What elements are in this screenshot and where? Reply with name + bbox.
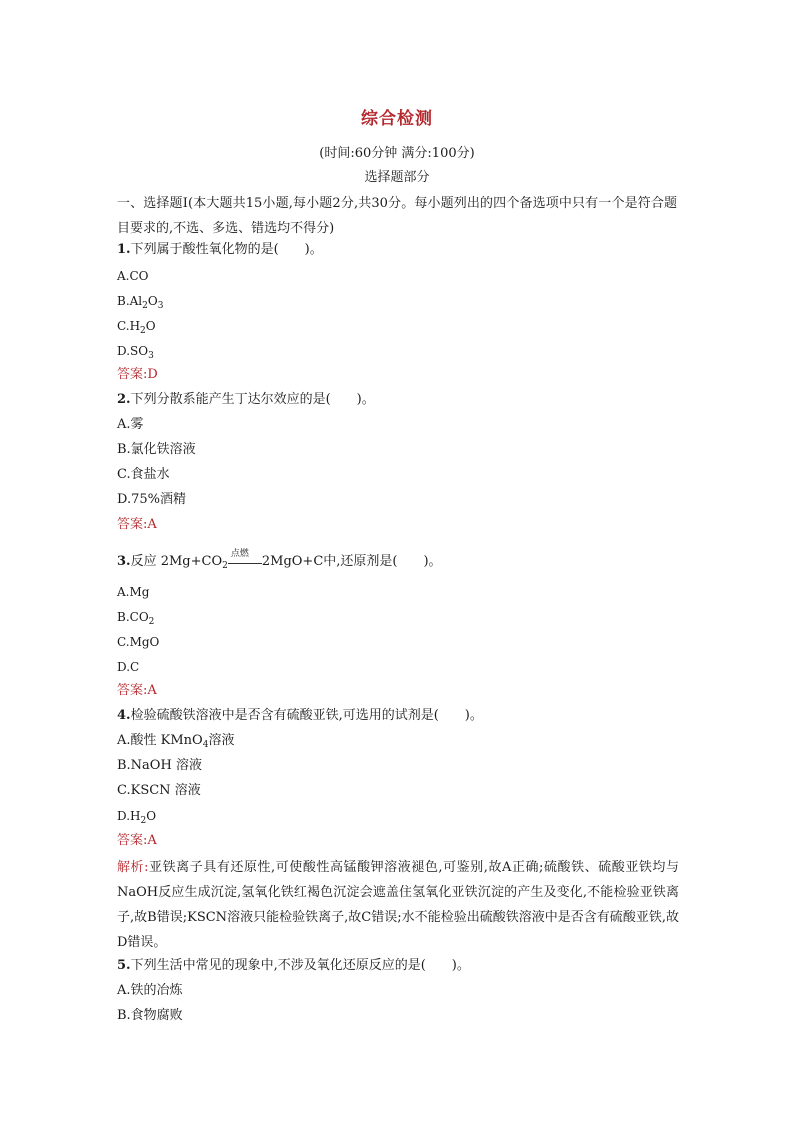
question-stem: 检验硫酸铁溶液中是否含有硫酸亚铁,可选用的试剂是( )。 <box>130 708 483 723</box>
question-number: 2. <box>117 392 131 407</box>
analysis-label: 解析: <box>117 860 149 875</box>
answer: 答案:D <box>117 367 158 382</box>
question-4 <box>117 706 677 726</box>
option-c: C.食盐水 <box>117 467 170 482</box>
answer: 答案:A <box>117 683 157 698</box>
answer: 答案:A <box>117 833 157 848</box>
question-2 <box>117 390 677 410</box>
option-d: $D.SO_3$ <box>117 344 154 361</box>
option-a: A.酸性 KMnO$_4$溶液 <box>117 733 235 750</box>
analysis <box>117 855 679 955</box>
option-a: A.雾 <box>117 417 144 432</box>
question-stem: 下列生活中常见的现象中,不涉及氧化还原反应的是( )。 <box>130 958 470 973</box>
option-c: $C.H_2O$ <box>117 319 156 336</box>
reaction-condition: 点燃 <box>230 548 249 559</box>
option-b: B.NaOH 溶液 <box>117 758 202 773</box>
question-number: 3. <box>117 554 131 569</box>
question-stem: 下列分散系能产生丁达尔效应的是( )。 <box>130 392 375 407</box>
option-d: D.C <box>117 660 140 674</box>
page-title: 综合检测 <box>361 109 433 129</box>
option-a: A.CO <box>117 269 149 283</box>
section-instructions: 一、选择题Ⅰ(本大题共15小题,每小题2分,共30分。每小题列出的四个备选项中只有一个是符合题目要求的,不选、多选、错选均不得分) <box>117 196 677 236</box>
question-1 <box>117 240 677 260</box>
option-c: C.MgO <box>117 635 160 649</box>
question-3: 3.反应 $2Mg+CO_2$ 点燃 2MgO+C中,还原剂是( )。 <box>117 552 677 576</box>
option-a: A.铁的冶炼 <box>117 983 183 998</box>
section-heading: 选择题部分 <box>364 170 430 185</box>
analysis-text: 亚铁离子具有还原性,可使酸性高锰酸钾溶液褪色,可鉴别,故A正确;硫酸铁、硫酸亚铁均与NaOH反应生成沉淀,氢氧化铁红褐色沉淀会遮盖住氢氧化亚铁沉淀的产生及变化,不能检验亚铁离子,故B错误;KSCN溶液只能检验铁离子,故C错误;水不能检验出硫酸铁溶液中是否含有硫酸亚铁,故D错误。 <box>117 860 679 950</box>
question-number: 1. <box>117 242 131 257</box>
answer: 答案:A <box>117 517 157 532</box>
question-number: 4. <box>117 708 131 723</box>
question-5 <box>117 956 677 976</box>
option-a: A.Mg <box>117 585 150 599</box>
option-b: $B.CO_2$ <box>117 610 155 627</box>
option-b: $B.Al_2O_3$ <box>117 294 164 311</box>
option-d: D.75%酒精 <box>117 492 186 507</box>
option-b: B.食物腐败 <box>117 1008 183 1023</box>
question-number: 5. <box>117 958 131 973</box>
option-b: B.氯化铁溶液 <box>117 442 196 457</box>
option-d: $D.H_2O$ <box>117 809 157 826</box>
question-stem: 下列属于酸性氧化物的是( )。 <box>130 242 323 257</box>
exam-info: (时间:60分钟 满分:100分) <box>319 146 475 161</box>
option-c: C.KSCN 溶液 <box>117 783 201 798</box>
reaction-arrow <box>228 548 262 568</box>
